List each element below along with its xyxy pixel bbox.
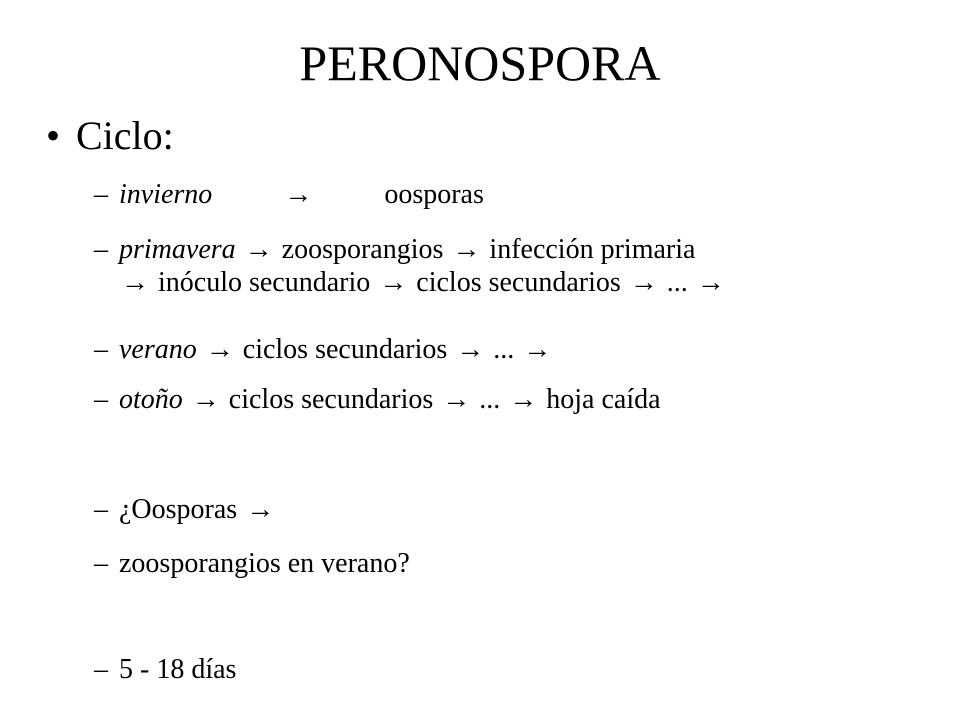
arrow-icon: → (191, 384, 220, 415)
primavera-zoosporangios: zoosporangios (281, 234, 444, 265)
line-verano (94, 333, 553, 366)
arrow-icon: → (442, 384, 471, 415)
arrow-icon: → (509, 384, 538, 415)
season-verano: verano (119, 334, 197, 365)
arrow-icon: → (452, 234, 481, 265)
primavera-ellipsis: ... (666, 267, 688, 298)
primavera-infeccion: infección primaria (489, 234, 696, 265)
arrow-icon: → (246, 494, 275, 525)
bullet-dot: • (46, 113, 61, 158)
line-invierno (94, 178, 484, 211)
arrow-icon: → (284, 179, 313, 210)
dash: – (94, 494, 108, 525)
primavera-inoculo: inóculo secundario (158, 267, 371, 298)
dash: – (94, 654, 108, 685)
question-oosporas: ¿Oosporas (119, 494, 238, 525)
dash: – (94, 334, 108, 365)
arrow-icon: → (379, 267, 408, 298)
arrow-icon: → (244, 234, 273, 265)
verano-ciclos: ciclos secundarios (242, 334, 448, 365)
arrow-icon: → (456, 334, 485, 365)
question-zoosporangios: zoosporangios en verano? (119, 548, 410, 579)
arrow-icon: → (629, 267, 658, 298)
dash: – (94, 384, 108, 415)
slide-title: PERONOSPORA (299, 35, 661, 91)
dash: – (94, 234, 108, 265)
arrow-icon: → (121, 267, 149, 298)
verano-ellipsis: ... (493, 334, 515, 365)
line-primavera (94, 233, 727, 299)
duration-text: 5 - 18 días (119, 654, 237, 685)
otono-ellipsis: ... (479, 384, 501, 415)
season-invierno: invierno (119, 179, 213, 210)
line-otono (94, 383, 661, 416)
season-otono: otoño (119, 384, 183, 415)
invierno-result: oosporas (384, 179, 484, 210)
line-duration (94, 653, 236, 686)
line-question-a (94, 493, 276, 526)
primavera-ciclos: ciclos secundarios (416, 267, 621, 298)
season-primavera: primavera (119, 234, 236, 265)
arrow-icon: → (696, 267, 725, 298)
arrow-icon: → (523, 334, 552, 365)
otono-hoja: hoja caída (546, 384, 661, 415)
bullet-ciclo (46, 112, 174, 160)
otono-ciclos: ciclos secundarios (228, 384, 434, 415)
line-question-b (94, 547, 410, 580)
dash: – (94, 548, 108, 579)
ciclo-heading: Ciclo: (76, 113, 174, 158)
arrow-icon: → (205, 334, 234, 365)
primavera-continuation (94, 266, 727, 299)
dash: – (94, 179, 108, 210)
